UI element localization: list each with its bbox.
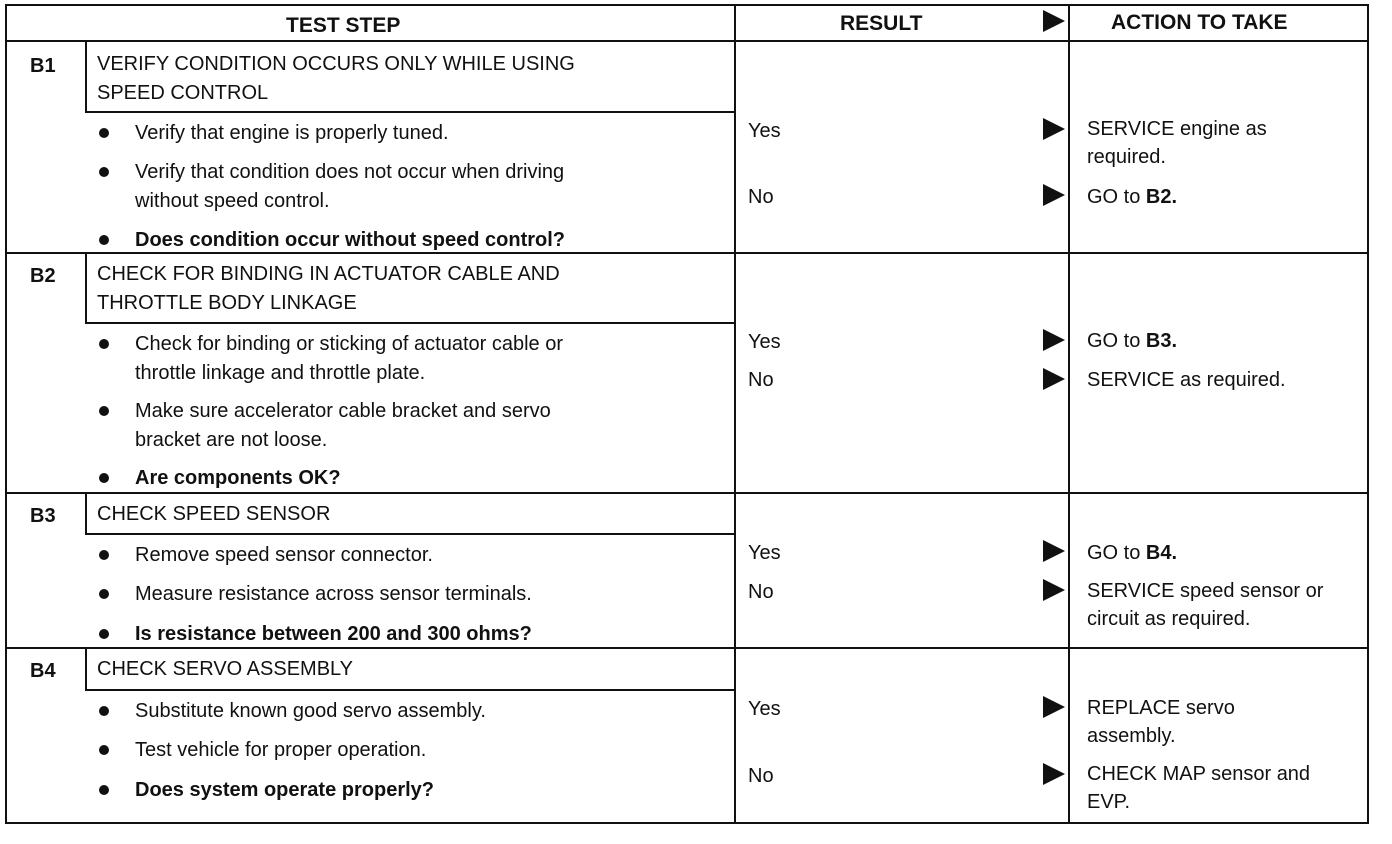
bullet-text: Measure resistance across sensor terminals. xyxy=(135,583,532,605)
step-title: THROTTLE BODY LINKAGE xyxy=(97,292,357,314)
result-value: Yes xyxy=(748,698,781,720)
action-text-prefix: GO to xyxy=(1087,186,1146,208)
action-text-prefix: GO to xyxy=(1087,330,1146,352)
bullet-icon xyxy=(99,473,109,483)
action-text xyxy=(1087,760,1310,789)
result-arrow-icon xyxy=(1043,540,1065,562)
result-arrow-icon xyxy=(1043,696,1065,718)
step-title-underline xyxy=(85,111,734,113)
step-title-underline xyxy=(85,533,734,535)
header-divider xyxy=(5,40,1367,42)
bullet-text: Make sure accelerator cable bracket and servo xyxy=(135,400,551,422)
action-text-prefix: required. xyxy=(1087,146,1166,168)
step-id: B2 xyxy=(30,265,56,287)
step-title: CHECK FOR BINDING IN ACTUATOR CABLE AND xyxy=(97,263,560,285)
action-text xyxy=(1087,366,1286,395)
row-divider xyxy=(5,252,1367,254)
action-text-prefix: EVP. xyxy=(1087,791,1130,813)
step-id-divider xyxy=(85,492,87,533)
action-text xyxy=(1087,722,1176,751)
result-value: No xyxy=(748,186,774,208)
result-value: Yes xyxy=(748,331,781,353)
bullet-text: Is resistance between 200 and 300 ohms? xyxy=(135,623,532,645)
bullet-icon xyxy=(99,235,109,245)
bullet-text: Substitute known good servo assembly. xyxy=(135,700,486,722)
action-text-prefix: circuit as required. xyxy=(1087,608,1251,630)
action-text-prefix: assembly. xyxy=(1087,725,1176,747)
result-arrow-icon xyxy=(1043,368,1065,390)
bullet-text: Verify that engine is properly tuned. xyxy=(135,122,449,144)
action-step-reference: B2. xyxy=(1145,186,1178,208)
bullet-text: Does condition occur without speed control? xyxy=(135,229,566,251)
bullet-text: Remove speed sensor connector. xyxy=(135,544,433,566)
bullet-icon xyxy=(99,167,109,177)
row-divider xyxy=(5,492,1367,494)
bullet-icon xyxy=(99,550,109,560)
step-title: CHECK SERVO ASSEMBLY xyxy=(97,658,354,680)
header-action: ACTION TO TAKE xyxy=(1111,11,1288,34)
result-value: No xyxy=(748,765,774,787)
action-text xyxy=(1087,605,1250,634)
step-title: SPEED CONTROL xyxy=(97,82,269,104)
action-text xyxy=(1087,539,1177,568)
step-id: B4 xyxy=(30,660,56,682)
action-text xyxy=(1087,183,1177,212)
action-text-prefix: SERVICE speed sensor or xyxy=(1087,580,1324,602)
bullet-icon xyxy=(99,629,109,639)
step-id: B1 xyxy=(30,55,56,77)
action-text-prefix: CHECK MAP sensor and xyxy=(1087,763,1311,785)
bullet-text: Check for binding or sticking of actuator cable or xyxy=(135,333,563,355)
result-arrow-icon xyxy=(1043,118,1065,140)
bullet-icon xyxy=(99,339,109,349)
result-arrow-icon xyxy=(1043,184,1065,206)
step-id: B3 xyxy=(30,505,56,527)
bullet-icon xyxy=(99,785,109,795)
action-text-prefix: SERVICE engine as xyxy=(1087,118,1267,140)
result-value: Yes xyxy=(748,542,781,564)
bullet-icon xyxy=(99,589,109,599)
header-test-step: TEST STEP xyxy=(286,14,401,37)
bullet-text: throttle linkage and throttle plate. xyxy=(135,362,426,384)
result-value: No xyxy=(748,581,774,603)
bullet-text: Are components OK? xyxy=(135,467,341,489)
action-text xyxy=(1087,577,1323,606)
action-text-prefix: REPLACE servo xyxy=(1087,697,1235,719)
step-id-divider xyxy=(85,42,87,111)
action-step-reference: B4. xyxy=(1145,542,1178,564)
action-step-reference: B3. xyxy=(1145,330,1178,352)
result-value: No xyxy=(748,369,774,391)
bullet-text: Does system operate properly? xyxy=(135,779,434,801)
action-text xyxy=(1087,694,1235,723)
bullet-icon xyxy=(99,745,109,755)
result-arrow-icon xyxy=(1043,579,1065,601)
header-arrow-icon xyxy=(1043,10,1065,32)
action-text xyxy=(1087,327,1177,356)
result-value: Yes xyxy=(748,120,781,142)
bullet-text: Test vehicle for proper operation. xyxy=(135,739,427,761)
bullet-text: without speed control. xyxy=(135,190,330,212)
bullet-text: Verify that condition does not occur when driving xyxy=(135,161,565,183)
row-divider xyxy=(5,647,1367,649)
action-text xyxy=(1087,143,1166,172)
step-title: CHECK SPEED SENSOR xyxy=(97,503,331,525)
action-text xyxy=(1087,115,1267,144)
bullet-text: bracket are not loose. xyxy=(135,429,328,451)
bullet-icon xyxy=(99,706,109,716)
action-text-prefix: GO to xyxy=(1087,542,1146,564)
column-divider-result xyxy=(734,4,736,822)
action-text xyxy=(1087,788,1130,817)
step-title: VERIFY CONDITION OCCURS ONLY WHILE USING xyxy=(97,53,575,75)
step-title-underline xyxy=(85,322,734,324)
result-arrow-icon xyxy=(1043,329,1065,351)
action-text-prefix: SERVICE as required. xyxy=(1087,369,1286,391)
bullet-icon xyxy=(99,406,109,416)
step-title-underline xyxy=(85,689,734,691)
bullet-icon xyxy=(99,128,109,138)
step-id-divider xyxy=(85,647,87,689)
header-result: RESULT xyxy=(840,12,923,35)
column-divider-action xyxy=(1068,4,1070,822)
result-arrow-icon xyxy=(1043,763,1065,785)
step-id-divider xyxy=(85,252,87,322)
